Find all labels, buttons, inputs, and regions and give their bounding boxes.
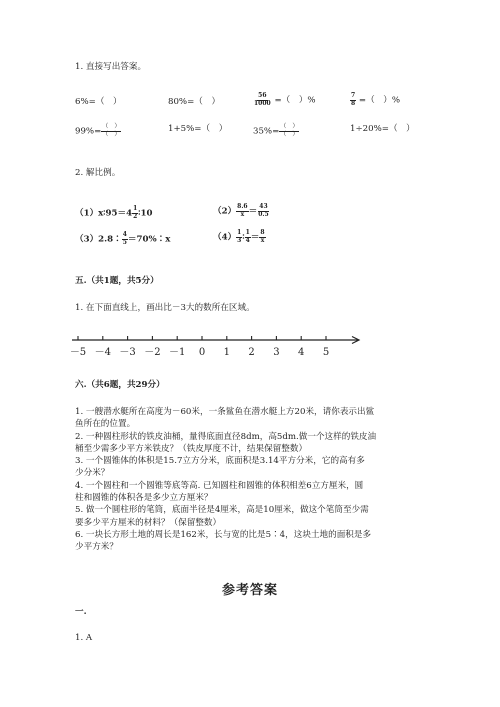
tick-label: －1 [169, 347, 186, 358]
fraction: $\frac{1}{2}$ [133, 205, 138, 220]
question-line: 桶至少需多少平方米铁皮？（铁皮厚度不计，结果保留整数） [75, 443, 308, 454]
fraction: $\frac{8.6}{x}$ [237, 203, 248, 218]
q2-item-3: （3）2.8∶ $\frac{4}{5}$ ＝70%∶x [75, 231, 171, 246]
fraction: $\frac{1}{3}$ [237, 229, 242, 244]
question-line: 鱼所在的位置。 [75, 419, 136, 430]
question-line: 少分米？ [75, 468, 110, 479]
section6-questions [75, 406, 376, 554]
section5-question: 1. 在下面直线上，画出比－3大的数所在区域。 [75, 303, 255, 313]
fraction: $\frac{7}{8}$ [351, 92, 356, 107]
q1-title: 1. 直接写出答案。 [75, 62, 147, 72]
q1-item-2: 80%=（ ） [168, 97, 221, 107]
q1-item-5: 99%= $\frac{( )}{( )}$ [75, 123, 121, 138]
question-line: 1. 一艘潜水艇所在高度为－60米，一条鲨鱼在潜水艇上方20米，请你表示出鲨 [75, 407, 375, 417]
question-line: 2. 一种圆柱形状的铁皮油桶，量得底面直径8dm，高5dm.做一个这样的铁皮油 [75, 431, 377, 442]
question-line: 5. 做一个圆柱形的笔筒，底面半径是4厘米，高是10厘米，做这个笔筒至少需 [75, 505, 369, 516]
q1-item-7: 35%= $\frac{( )}{( )}$ [253, 123, 299, 138]
tick-label: 4 [298, 347, 305, 358]
question-line: 4. 一个圆柱和一个圆锥等底等高. 已知圆柱和圆锥的体积相差6立方厘米，圆 [75, 480, 364, 491]
q1-item-8: 1÷20%=（ ） [350, 124, 415, 134]
section6-heading: 六.（共6题，共29分） [75, 380, 165, 390]
fraction: $\frac{( )}{( )}$ [280, 123, 299, 138]
tick-label: 0 [198, 347, 206, 358]
q2-item-1: （1）x∶95＝4 $\frac{1}{2}$ ∶10 [75, 205, 153, 220]
question-line: 6. 一块长方形土地的周长是162米，长与宽的比是5∶4，这块土地的面积是多 [75, 529, 372, 540]
answers-part-heading: 一. [75, 607, 87, 617]
question-line: 要多少平方厘米的材料？（保留整数） [75, 517, 222, 528]
question-line: 少平方米？ [75, 542, 118, 553]
tick-label: －4 [94, 347, 111, 358]
q1-item-6: 1+5%=（ ） [168, 124, 228, 134]
question-line: 3. 一个圆锥体的体积是15.7立方分米，底面积是3.14平方分米，它的高有多 [75, 456, 365, 467]
question-line: 柱和圆锥的体积各是多少立方厘米？ [75, 493, 213, 504]
q1-item-3: $\frac{56}{1000}$ =（ ）% [254, 92, 316, 107]
tick-label: 2 [248, 347, 255, 358]
fraction: $\frac{( )}{( )}$ [102, 123, 121, 138]
tick-label: 3 [273, 347, 280, 358]
answers-first: 1. A [75, 633, 93, 643]
q1-item-4: $\frac{7}{8}$ =（ ）% [351, 92, 401, 107]
q1-item-1: 6%=（ ） [75, 97, 122, 107]
fraction: $\frac{8}{x}$ [260, 229, 265, 244]
tick-label: 1 [223, 347, 230, 358]
fraction: $\frac{1}{4}$ [245, 229, 250, 244]
tick-label: －5 [70, 347, 87, 358]
tick-label: 5 [322, 347, 330, 358]
tick-label: －2 [144, 347, 161, 358]
section5-heading: 五.（共1题，共5分） [75, 276, 159, 286]
number-line [70, 330, 370, 364]
answers-title: 参考答案 [221, 583, 278, 598]
q2-item-2: （2） $\frac{8.6}{x}$ ＝ $\frac{43}{0.5}$ [213, 203, 269, 218]
tick-label: －3 [119, 347, 136, 358]
fraction: $\frac{56}{1000}$ [254, 92, 271, 107]
fraction: $\frac{43}{0.5}$ [258, 203, 269, 218]
q2-item-4: （4） $\frac{1}{3}$ ∶ $\frac{1}{4}$ ＝ $\frac{8}{x}$ [213, 229, 265, 244]
q2-title: 2. 解比例。 [75, 168, 121, 178]
fraction: $\frac{4}{5}$ [122, 231, 127, 246]
